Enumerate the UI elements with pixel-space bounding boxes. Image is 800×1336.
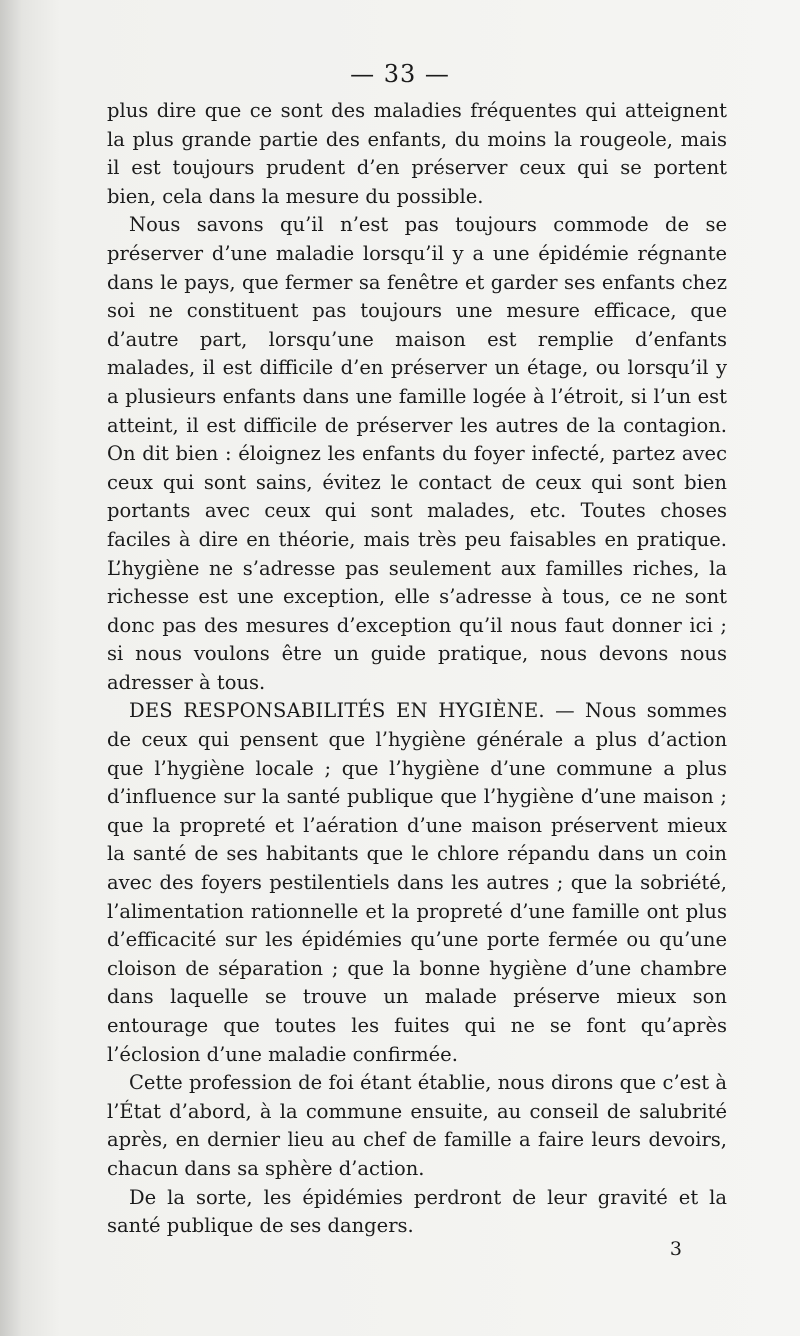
paragraph-5: De la sorte, les épidémies perdront de leur gravité et la santé publique de ses dangers. — [107, 1185, 727, 1238]
paragraph-3 — [107, 697, 727, 1069]
paragraph-3-text: — Nous sommes de ceux qui pensent que l’hygiène générale a plus d’action que l’hygiène locale ; que l’hygiène d’une commune a plus d’influence sur la santé publique que l’hygiène d’une maison ; que la propreté et l’aération d’une maison préservent mieux la santé de ses habitants que le chlore répandu dans un coin avec des foyers pestilentiels dans les autres ; que la sobriété, l’alimentation rationnelle et la propreté d’une famille ont plus d’efficacité sur les épidémies qu’une porte fermée ou qu’une cloison de séparation ; que la bonne hygiène d’une chambre dans laquelle se trouve un malade préserve mieux son entourage que toutes les fuites qui ne se font qu’après l’éclosion d’une maladie confirmée. — [107, 699, 727, 1066]
page-number: — 33 — — [350, 60, 450, 88]
paragraph-4: Cette profession de foi étant établie, nous dirons que c’est à l’État d’abord, à la commune ensuite, au conseil de salubrité après, en dernier lieu au chef de famille a faire leurs devoirs, chacun dans sa sphère d’action. — [107, 1071, 727, 1180]
body-text — [107, 97, 727, 1241]
paragraph-2: Nous savons qu’il n’est pas toujours commode de se préserver d’une maladie lorsqu’il y a une épidémie régnante dans le pays, que fermer sa fenêtre et garder ses enfants chez soi ne constituent pas toujours une mesure efficace, que d’autre part, lorsqu’une maison est remplie d’enfants malades, il est difficile d’en préserver un étage, ou lorsqu’il y a plusieurs enfants dans une famille logée à l’étroit, si l’un est atteint, il est difficile de préserver les autres de la contagion. On dit bien : éloignez les enfants du foyer infecté, partez avec ceux qui sont sains, évitez le contact de ceux qui sont bien portants avec ceux qui sont malades, etc. Toutes choses faciles à dire en théorie, mais très peu faisables en pratique. L’hygiène ne s’adresse pas seulement aux familles riches, la richesse est une exception, elle s’adresse à tous, ce ne sont donc pas des mesures d’exception qu’il nous faut donner ici ; si nous voulons être un guide pratique, nous devons nous adresser à tous. — [107, 213, 727, 694]
section-heading: DES RESPONSABILITÉS EN HYGIÈNE. — [129, 699, 545, 723]
paragraph-1: plus dire que ce sont des maladies fréquentes qui atteignent la plus grande partie des enfants, du moins la rougeole, mais il est toujours prudent d’en préserver ceux qui se portent bien, cela dans la mesure du possible. — [107, 99, 727, 208]
signature-mark: 3 — [669, 1238, 682, 1260]
